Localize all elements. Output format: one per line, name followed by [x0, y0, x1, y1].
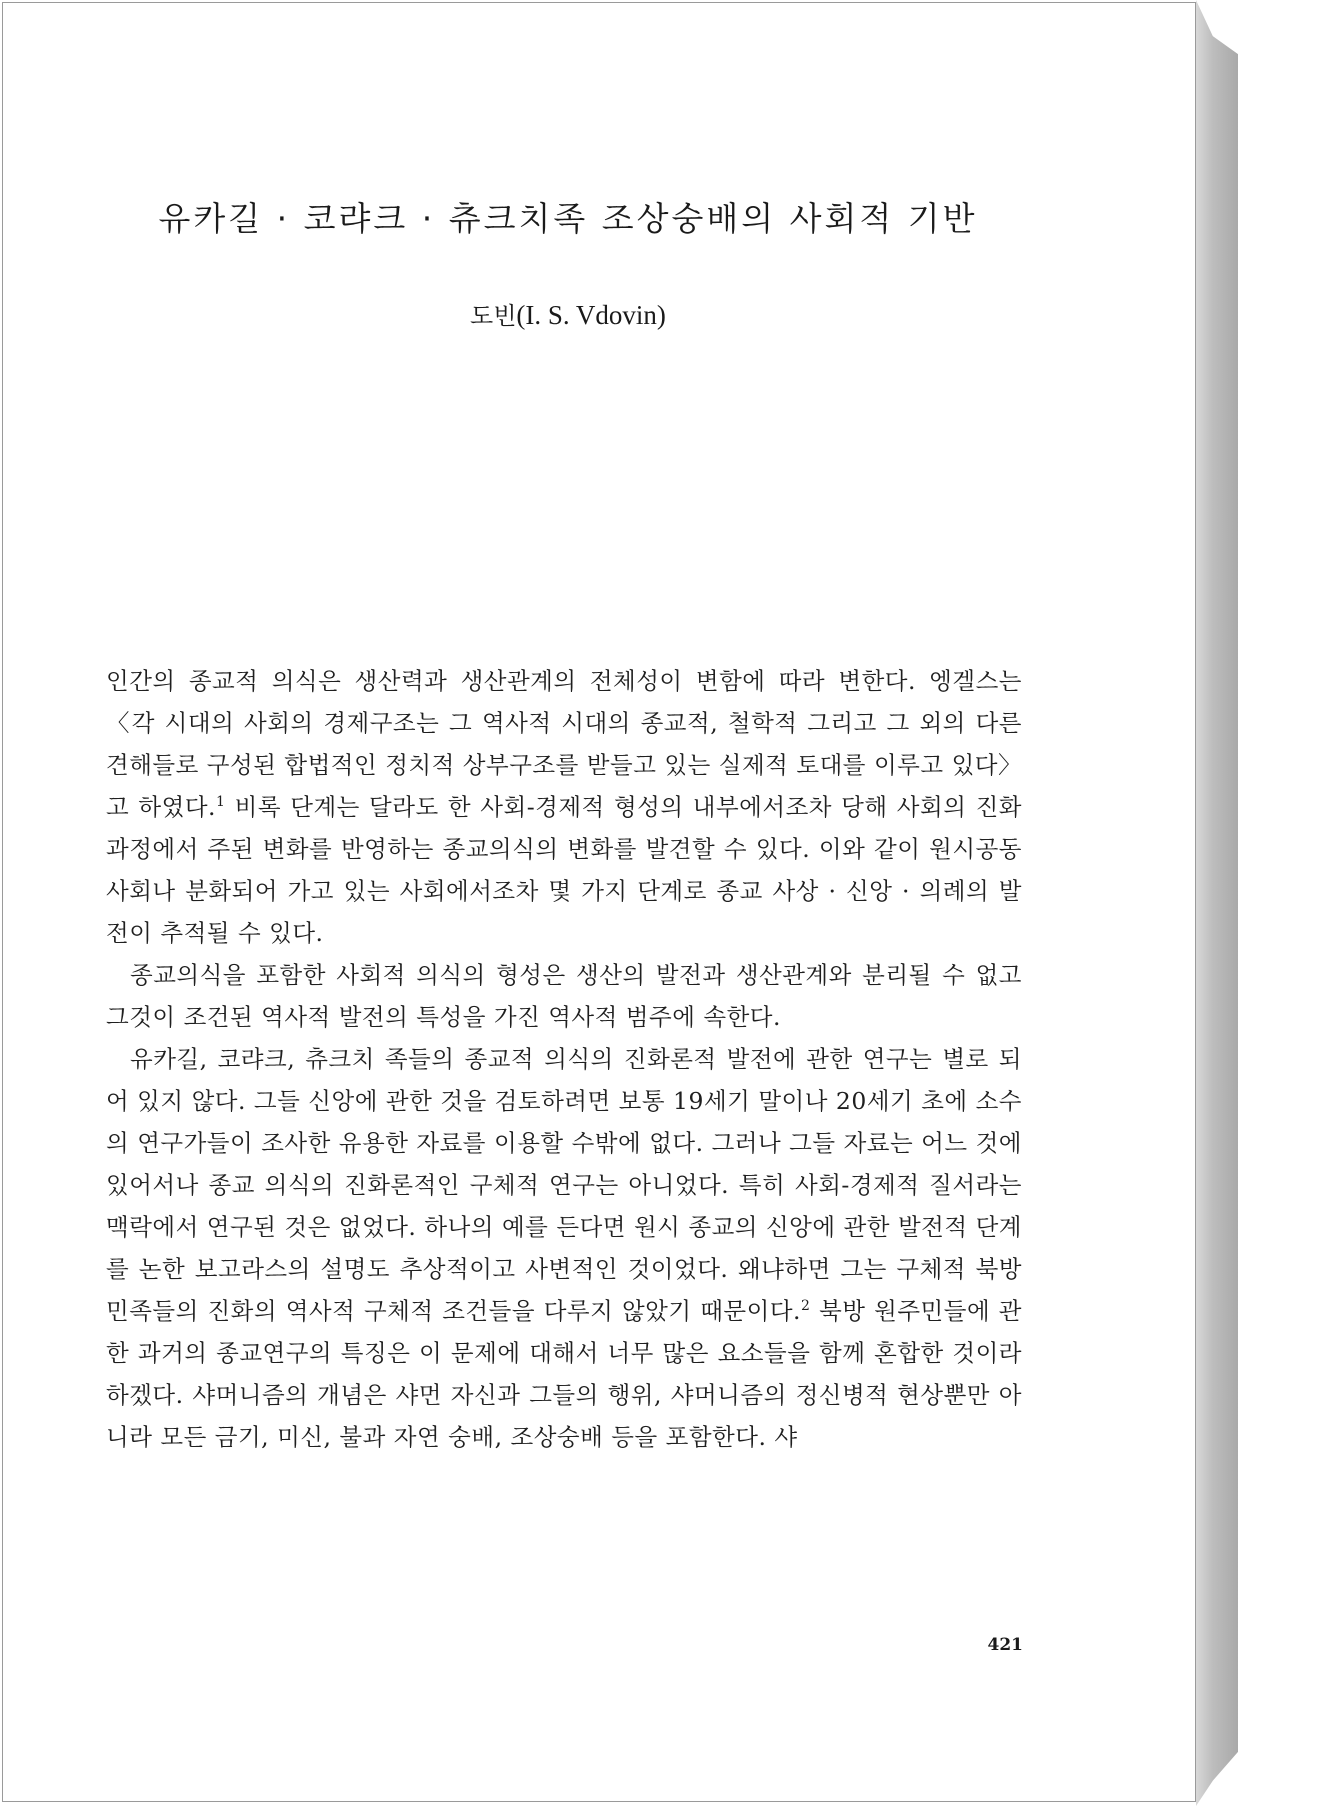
- author-korean-name: 도빈: [470, 302, 517, 330]
- paragraph-3-text-a: 유카길, 코랴크, 츄크치 족들의 종교적 의식의 진화론적 발전에 관한 연구는 별로 되어 있지 않다. 그들 신앙에 관한 것을 검토하려면 보통 19세기 말이나 20세기 초에 소수의 연구가들이 조사한 유용한 자료를 이용할 수밖에 없다. 그러나 그들 자료는 어느 것에 있어서나 종교 의식의 진화론적인 구체적 연구는 아니었다. 특히 사회-경제적 질서라는 맥락에서 연구된 것은 없었다. 하나의 예를 든다면 원시 종교의 신앙에 관한 발전적 단계를 논한 보고라스의 설명도 추상적이고 사변적인 것이었다. 왜냐하면 그는 구체적 북방 민족들의 진화의 역사적 구체적 조건들을 다루지 않았기 때문이다.: [106, 1045, 1022, 1325]
- footnote-marker-1: 1: [216, 794, 226, 811]
- page-edge: [1196, 0, 1238, 1806]
- paragraph-3-text-b: 북방 원주민들에 관한 과거의 종교연구의 특징은 이 문제에 대해서 너무 많은 요소들을 함께 혼합한 것이라 하겠다. 샤머니즘의 개념은 샤먼 자신과 그들의 행위, 샤머니즘의 정신병적 현상뿐만 아니라 모든 금기, 미신, 불과 자연 숭배, 조상숭배 등을 포함한다. 샤: [106, 1297, 1022, 1451]
- paragraph-2: 종교의식을 포함한 사회적 의식의 형성은 생산의 발전과 생산관계와 분리될 수 없고 그것이 조건된 역사적 발전의 특성을 가진 역사적 범주에 속한다.: [106, 961, 1022, 1031]
- paragraph-1-text-a: 인간의 종교적 의식은 생산력과 생산관계의 전체성이 변함에 따라 변한다. 엥겔스는 〈각 시대의 사회의 경제구조는 그 역사적 시대의 종교적, 철학적 그리고 그 외의 다른 견해들로 구성된 합법적인 정치적 상부구조를 받들고 있는 실제적 토대를 이루고 있다〉고 하였다.: [106, 667, 1022, 821]
- author-latin-name: (I. S. Vdovin): [516, 300, 666, 330]
- article-title: 유카길 · 코랴크 · 츄크치족 조상숭배의 사회적 기반: [158, 199, 978, 238]
- paragraph-1-text-b: 비록 단계는 달라도 한 사회-경제적 형성의 내부에서조차 당해 사회의 진화과정에서 주된 변화를 반영하는 종교의식의 변화를 발견할 수 있다. 이와 같이 원시공동사회나 분화되어 가고 있는 사회에서조차 몇 가지 단계로 종교 사상 · 신앙 · 의례의 발전이 추적될 수 있다.: [106, 793, 1023, 947]
- paper-sheet: [2, 2, 1196, 1802]
- article-author: [3, 296, 1133, 331]
- page-edge-background: [1238, 0, 1330, 1806]
- page-number: 421: [987, 1635, 1023, 1655]
- article-body: [106, 660, 1022, 1458]
- paragraph-3: [106, 1038, 1022, 1458]
- footnote-marker-2: 2: [801, 1298, 811, 1315]
- paragraph-1: [106, 660, 1022, 954]
